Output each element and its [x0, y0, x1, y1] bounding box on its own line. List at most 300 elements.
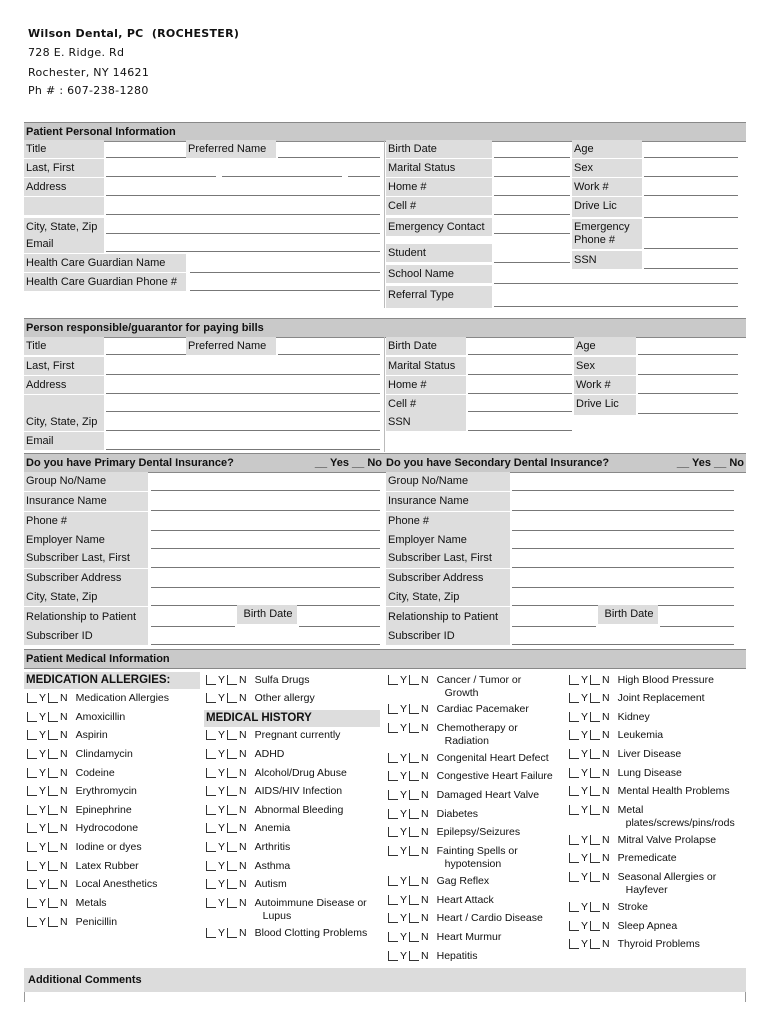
primary-yes-no[interactable]: __ Yes __ No — [314, 457, 382, 469]
emergency-phone-field[interactable] — [644, 248, 738, 249]
condition-label: Penicillin — [75, 916, 118, 928]
no-label: N — [602, 834, 610, 846]
yes-checkbox[interactable] — [569, 693, 579, 703]
condition-label: Cardiac Pacemaker — [436, 703, 529, 715]
no-checkbox[interactable] — [227, 805, 237, 815]
no-checkbox[interactable] — [409, 771, 419, 781]
no-checkbox[interactable] — [590, 712, 600, 722]
no-checkbox[interactable] — [227, 879, 237, 889]
yes-label: Y — [39, 841, 47, 853]
checklist-item — [206, 822, 290, 835]
checklist-item — [569, 901, 648, 914]
yes-checkbox[interactable] — [206, 675, 216, 685]
yes-checkbox[interactable] — [569, 730, 579, 740]
yes-checkbox[interactable] — [27, 917, 37, 927]
r-preferred-field[interactable] — [278, 354, 380, 355]
r-work-field[interactable] — [638, 393, 738, 394]
yes-checkbox[interactable] — [388, 846, 398, 856]
yes-checkbox[interactable] — [388, 951, 398, 961]
no-checkbox[interactable] — [409, 723, 419, 733]
no-checkbox[interactable] — [48, 786, 58, 796]
practice-name-text: Wilson Dental, PC — [28, 27, 144, 40]
no-label: N — [239, 674, 247, 686]
condition-label: Other allergy — [254, 692, 315, 704]
label-work: Work # — [572, 178, 642, 196]
no-checkbox[interactable] — [590, 786, 600, 796]
yes-checkbox[interactable] — [388, 675, 398, 685]
marital-field[interactable] — [494, 176, 570, 177]
r-sex-field[interactable] — [638, 374, 738, 375]
yes-checkbox[interactable] — [569, 921, 579, 931]
yes-checkbox[interactable] — [388, 790, 398, 800]
secondary-ins-field[interactable] — [512, 567, 734, 568]
checklist-item — [388, 789, 539, 802]
condition-label — [255, 897, 367, 923]
yes-checkbox[interactable] — [569, 749, 579, 759]
yes-checkbox[interactable] — [27, 861, 37, 871]
no-label: N — [60, 711, 68, 723]
no-checkbox[interactable] — [227, 823, 237, 833]
middle-field[interactable] — [348, 176, 380, 177]
yes-label: Y — [39, 916, 47, 928]
yes-checkbox[interactable] — [27, 879, 37, 889]
no-checkbox[interactable] — [409, 790, 419, 800]
no-checkbox[interactable] — [590, 693, 600, 703]
label-r-title: Title — [24, 337, 104, 355]
label-last-first: Last, First — [24, 159, 104, 177]
r-cell-field[interactable] — [468, 411, 572, 412]
primary-ins-field[interactable] — [151, 490, 380, 491]
condition-label: Joint Replacement — [617, 692, 705, 704]
no-checkbox[interactable] — [227, 786, 237, 796]
yes-label: Y — [581, 804, 589, 816]
r-home-field[interactable] — [468, 393, 572, 394]
yes-checkbox[interactable] — [206, 898, 216, 908]
age-field[interactable] — [644, 157, 738, 158]
comments-right-edge — [745, 992, 746, 1002]
condition-label: Hepatitis — [436, 950, 478, 962]
condition-label: Iodine or dyes — [75, 841, 142, 853]
label-emergency-phone — [572, 219, 642, 249]
condition-label: Heart / Cardio Disease — [436, 912, 543, 924]
no-checkbox[interactable] — [48, 730, 58, 740]
checklist-item — [388, 845, 518, 871]
emergency-field[interactable] — [494, 233, 570, 234]
no-label: N — [239, 927, 247, 939]
yes-label: Y — [581, 692, 589, 704]
yes-checkbox[interactable] — [206, 786, 216, 796]
checklist-item — [388, 826, 520, 839]
primary-ins-field[interactable] — [151, 548, 380, 549]
checklist-item — [388, 875, 489, 888]
condition-label-line: Hayfever — [625, 884, 668, 896]
address-field-2[interactable] — [106, 214, 380, 215]
primary-ins-field[interactable] — [151, 587, 380, 588]
yes-checkbox[interactable] — [27, 749, 37, 759]
condition-label — [437, 722, 518, 748]
email-field[interactable] — [106, 251, 380, 252]
condition-label: Sulfa Drugs — [254, 674, 310, 686]
no-label: N — [60, 767, 68, 779]
yes-checkbox[interactable] — [569, 939, 579, 949]
condition-label: Arthritis — [254, 841, 291, 853]
no-label: N — [60, 897, 68, 909]
no-label: N — [239, 860, 247, 872]
no-checkbox[interactable] — [409, 827, 419, 837]
no-label: N — [602, 785, 610, 797]
no-label: N — [421, 789, 429, 801]
checklist-item — [569, 871, 716, 897]
no-checkbox[interactable] — [409, 876, 419, 886]
label-age: Age — [572, 140, 642, 158]
no-label: N — [602, 674, 610, 686]
first-name-field[interactable] — [222, 176, 342, 177]
yes-checkbox[interactable] — [27, 768, 37, 778]
yes-label: Y — [39, 748, 47, 760]
no-checkbox[interactable] — [227, 730, 237, 740]
no-checkbox[interactable] — [48, 693, 58, 703]
no-checkbox[interactable] — [590, 749, 600, 759]
yes-checkbox[interactable] — [206, 730, 216, 740]
checklist-item — [206, 674, 309, 687]
yes-checkbox[interactable] — [569, 786, 579, 796]
yes-checkbox[interactable] — [27, 823, 37, 833]
condition-label: Sleep Apnea — [617, 920, 678, 932]
birth-field[interactable] — [494, 157, 570, 158]
label-r-birth: Birth Date — [386, 337, 466, 355]
no-checkbox[interactable] — [409, 809, 419, 819]
yes-checkbox[interactable] — [388, 895, 398, 905]
secondary-ins-birth-field[interactable] — [660, 626, 734, 627]
r-last-first-field[interactable] — [106, 374, 380, 375]
yes-label: Y — [581, 938, 589, 950]
city-field[interactable] — [106, 233, 380, 234]
yes-label: Y — [400, 875, 408, 887]
primary-ins-field[interactable] — [151, 567, 380, 568]
no-label: N — [60, 804, 68, 816]
label-r-address: Address — [24, 376, 104, 394]
primary-ins-field[interactable] — [151, 530, 380, 531]
condition-label: Amoxicillin — [75, 711, 126, 723]
no-label: N — [602, 852, 610, 864]
label-home: Home # — [386, 178, 492, 196]
no-checkbox[interactable] — [48, 879, 58, 889]
no-label: N — [239, 822, 247, 834]
yes-checkbox[interactable] — [206, 693, 216, 703]
no-checkbox[interactable] — [590, 730, 600, 740]
label-email: Email — [24, 235, 104, 253]
yes-label: Y — [581, 920, 589, 932]
yes-checkbox[interactable] — [388, 704, 398, 714]
no-checkbox[interactable] — [590, 768, 600, 778]
no-checkbox[interactable] — [409, 932, 419, 942]
no-checkbox[interactable] — [48, 749, 58, 759]
preferred-field[interactable] — [278, 157, 380, 158]
checklist-item — [388, 808, 478, 821]
yes-checkbox[interactable] — [569, 712, 579, 722]
yes-checkbox[interactable] — [27, 842, 37, 852]
yes-checkbox[interactable] — [569, 853, 579, 863]
label-marital: Marital Status — [386, 159, 492, 177]
checklist-item — [206, 729, 340, 742]
school-field[interactable] — [494, 283, 738, 284]
r-email-field[interactable] — [106, 449, 380, 450]
no-checkbox[interactable] — [590, 805, 600, 815]
no-checkbox[interactable] — [227, 675, 237, 685]
sex-field[interactable] — [644, 176, 738, 177]
no-checkbox[interactable] — [48, 823, 58, 833]
label-r-preferred: Preferred Name — [186, 337, 276, 355]
yes-checkbox[interactable] — [206, 823, 216, 833]
checklist-item — [569, 674, 714, 687]
label-cell: Cell # — [386, 197, 492, 215]
yes-checkbox[interactable] — [388, 753, 398, 763]
r-drive-field[interactable] — [638, 413, 738, 414]
secondary-ins-field[interactable] — [512, 510, 734, 511]
yes-checkbox[interactable] — [388, 723, 398, 733]
condition-label: Anemia — [254, 822, 291, 834]
no-checkbox[interactable] — [48, 768, 58, 778]
checklist-item — [206, 841, 290, 854]
condition-label: Damaged Heart Valve — [436, 789, 540, 801]
r-age-field[interactable] — [638, 354, 738, 355]
yes-label: Y — [400, 808, 408, 820]
no-checkbox[interactable] — [590, 872, 600, 882]
label-guardian-phone: Health Care Guardian Phone # — [24, 273, 186, 291]
secondary-ins-label: Phone # — [386, 512, 510, 531]
yes-checkbox[interactable] — [206, 861, 216, 871]
condition-label: Metals — [75, 897, 107, 909]
primary-ins-label: Phone # — [24, 512, 148, 531]
yes-label: Y — [581, 871, 589, 883]
condition-label: Epilepsy/Seizures — [436, 826, 521, 838]
yes-checkbox[interactable] — [27, 786, 37, 796]
no-checkbox[interactable] — [48, 917, 58, 927]
referral-field[interactable] — [494, 306, 738, 307]
primary-ins-field[interactable] — [151, 644, 380, 645]
yes-checkbox[interactable] — [569, 902, 579, 912]
yes-label: Y — [218, 822, 226, 834]
yes-checkbox[interactable] — [206, 928, 216, 938]
checklist-item — [27, 785, 137, 798]
yes-checkbox[interactable] — [569, 768, 579, 778]
no-checkbox[interactable] — [409, 704, 419, 714]
condition-label: Blood Clotting Problems — [254, 927, 368, 939]
no-label: N — [60, 692, 68, 704]
no-label: N — [239, 748, 247, 760]
yes-label: Y — [218, 860, 226, 872]
no-checkbox[interactable] — [48, 898, 58, 908]
condition-label: Hydrocodone — [75, 822, 139, 834]
label-guardian: Health Care Guardian Name — [24, 254, 186, 272]
condition-label: Autism — [254, 878, 287, 890]
yes-label: Y — [581, 834, 589, 846]
r-city-field[interactable] — [106, 430, 380, 431]
checklist-item — [27, 916, 117, 929]
no-checkbox[interactable] — [409, 675, 419, 685]
no-checkbox[interactable] — [48, 861, 58, 871]
home-field[interactable] — [494, 195, 570, 196]
checklist-item — [388, 931, 501, 944]
no-checkbox[interactable] — [590, 835, 600, 845]
checklist-item — [388, 674, 521, 700]
yes-checkbox[interactable] — [27, 693, 37, 703]
r-birth-field[interactable] — [468, 354, 572, 355]
primary-ins-field[interactable] — [151, 510, 380, 511]
label-referral: Referral Type — [386, 286, 492, 308]
yes-checkbox[interactable] — [388, 876, 398, 886]
r-address-field-2[interactable] — [106, 411, 380, 412]
no-checkbox[interactable] — [227, 861, 237, 871]
no-label: N — [239, 878, 247, 890]
ssn-field[interactable] — [644, 268, 738, 269]
label-preferred: Preferred Name — [186, 140, 276, 158]
no-checkbox[interactable] — [48, 805, 58, 815]
condition-label-line: Autoimmune Disease or — [254, 897, 367, 909]
condition-label-line: Fainting Spells or — [436, 845, 518, 857]
condition-label: Liver Disease — [617, 748, 682, 760]
yes-label: Y — [400, 770, 408, 782]
no-checkbox[interactable] — [409, 895, 419, 905]
condition-label — [437, 845, 518, 871]
label-r-cell: Cell # — [386, 395, 466, 413]
no-label: N — [60, 860, 68, 872]
condition-label: Epinephrine — [75, 804, 132, 816]
condition-label: Clindamycin — [75, 748, 133, 760]
checklist-item — [27, 860, 139, 873]
no-checkbox[interactable] — [590, 939, 600, 949]
condition-label — [437, 674, 522, 700]
yes-checkbox[interactable] — [206, 768, 216, 778]
section-primary-insurance — [24, 453, 384, 473]
last-name-field[interactable] — [106, 176, 216, 177]
yes-checkbox[interactable] — [569, 805, 579, 815]
primary-ins-birth-field[interactable] — [299, 626, 380, 627]
no-checkbox[interactable] — [590, 902, 600, 912]
condition-label: AIDS/HIV Infection — [254, 785, 343, 797]
yes-checkbox[interactable] — [27, 898, 37, 908]
no-checkbox[interactable] — [409, 951, 419, 961]
student-field[interactable] — [494, 262, 570, 263]
label-r-age: Age — [574, 337, 636, 355]
yes-checkbox[interactable] — [388, 827, 398, 837]
yes-checkbox[interactable] — [27, 730, 37, 740]
no-checkbox[interactable] — [409, 846, 419, 856]
secondary-ins-relationship-field[interactable] — [512, 626, 596, 627]
label-r-city: City, State, Zip — [24, 413, 104, 431]
no-checkbox[interactable] — [590, 921, 600, 931]
no-checkbox[interactable] — [227, 749, 237, 759]
yes-checkbox[interactable] — [206, 842, 216, 852]
secondary-ins-label: Subscriber ID — [386, 627, 510, 645]
yes-checkbox[interactable] — [388, 913, 398, 923]
checklist-item — [206, 897, 367, 923]
no-checkbox[interactable] — [48, 712, 58, 722]
secondary-ins-label: Group No/Name — [386, 472, 510, 491]
yes-checkbox[interactable] — [27, 712, 37, 722]
primary-ins-birth-label: Birth Date — [237, 605, 297, 624]
condition-label: Leukemia — [617, 729, 664, 741]
condition-label: Aspirin — [75, 729, 108, 741]
no-checkbox[interactable] — [409, 753, 419, 763]
r-address-field[interactable] — [106, 393, 380, 394]
yes-label: Y — [39, 897, 47, 909]
yes-label: Y — [39, 785, 47, 797]
condition-label: Abnormal Bleeding — [254, 804, 344, 816]
r-title-field[interactable] — [106, 354, 186, 355]
checklist-item — [27, 841, 142, 854]
yes-checkbox[interactable] — [388, 809, 398, 819]
yes-label: Y — [218, 748, 226, 760]
r-ssn-field[interactable] — [468, 430, 572, 431]
practice-phone: Ph # : 607-238-1280 — [28, 84, 149, 97]
r-marital-field[interactable] — [468, 374, 572, 375]
checklist-item — [206, 804, 343, 817]
secondary-ins-field[interactable] — [512, 644, 734, 645]
yes-checkbox[interactable] — [206, 749, 216, 759]
no-checkbox[interactable] — [48, 842, 58, 852]
yes-checkbox[interactable] — [388, 932, 398, 942]
condition-label-line: Seasonal Allergies or — [617, 871, 717, 883]
no-label: N — [239, 804, 247, 816]
secondary-ins-field[interactable] — [512, 587, 734, 588]
section-secondary-insurance — [384, 453, 746, 473]
condition-label: Kidney — [617, 711, 650, 723]
title-field[interactable] — [106, 157, 186, 158]
secondary-ins-field[interactable] — [512, 548, 734, 549]
no-label: N — [421, 875, 429, 887]
yes-checkbox[interactable] — [569, 872, 579, 882]
no-checkbox[interactable] — [227, 842, 237, 852]
label-drive: Drive Lic — [572, 197, 642, 217]
no-checkbox[interactable] — [590, 853, 600, 863]
work-field[interactable] — [644, 195, 738, 196]
no-checkbox[interactable] — [409, 913, 419, 923]
no-checkbox[interactable] — [227, 693, 237, 703]
primary-ins-relationship-field[interactable] — [151, 626, 235, 627]
checklist-item — [569, 852, 677, 865]
yes-checkbox[interactable] — [206, 805, 216, 815]
secondary-ins-field[interactable] — [512, 530, 734, 531]
no-label: N — [239, 841, 247, 853]
no-checkbox[interactable] — [227, 928, 237, 938]
guardian-field[interactable] — [190, 272, 380, 273]
condition-label — [618, 804, 735, 830]
checklist-item — [27, 729, 108, 742]
drive-field[interactable] — [644, 217, 738, 218]
cell-field[interactable] — [494, 214, 570, 215]
yes-label: Y — [400, 931, 408, 943]
yes-checkbox[interactable] — [27, 805, 37, 815]
no-checkbox[interactable] — [227, 898, 237, 908]
yes-checkbox[interactable] — [569, 835, 579, 845]
no-checkbox[interactable] — [590, 675, 600, 685]
column-divider — [384, 140, 385, 308]
yes-checkbox[interactable] — [388, 771, 398, 781]
checklist-item — [27, 692, 169, 705]
yes-label: Y — [39, 822, 47, 834]
condition-label: Pregnant currently — [254, 729, 341, 741]
checklist-item — [569, 729, 663, 742]
yes-checkbox[interactable] — [569, 675, 579, 685]
secondary-ins-field[interactable] — [512, 490, 734, 491]
guardian-phone-field[interactable] — [190, 290, 380, 291]
address-field[interactable] — [106, 195, 380, 196]
label-r-ssn: SSN — [386, 413, 466, 431]
secondary-yes-no[interactable]: __ Yes __ No — [676, 457, 744, 469]
no-checkbox[interactable] — [227, 768, 237, 778]
yes-checkbox[interactable] — [206, 879, 216, 889]
